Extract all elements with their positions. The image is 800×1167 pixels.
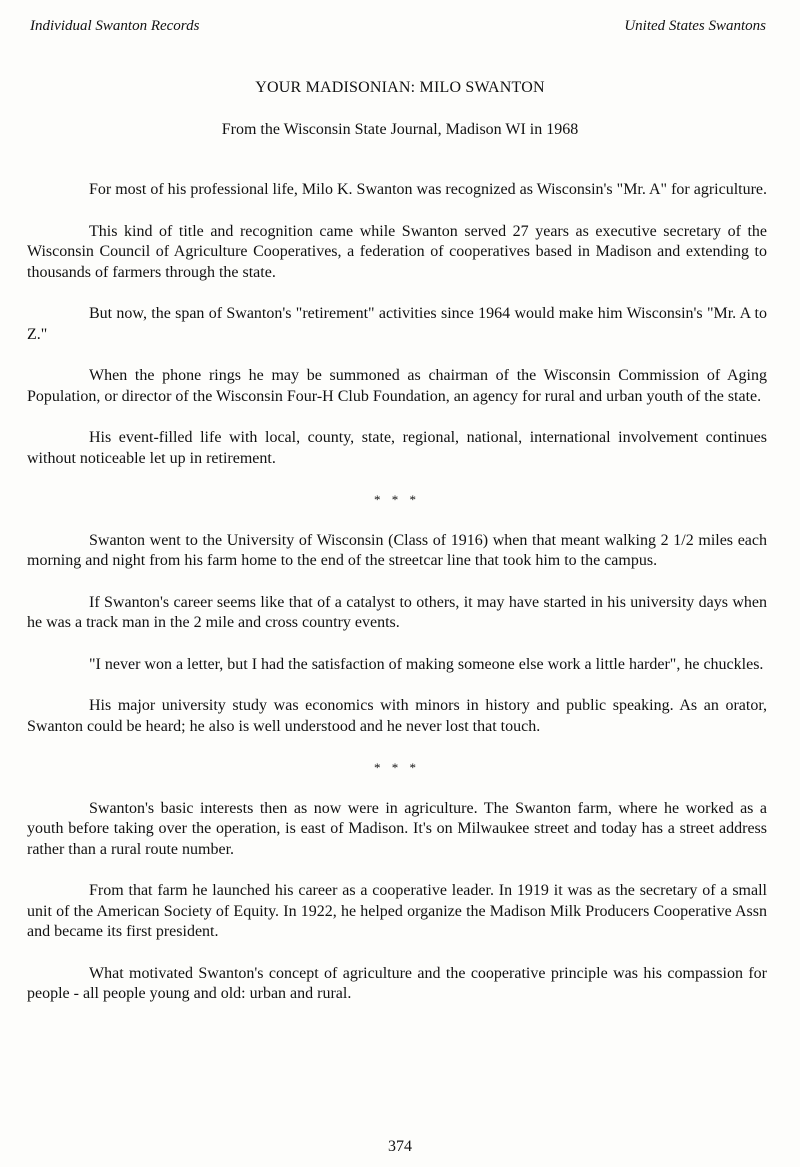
article-subtitle: From the Wisconsin State Journal, Madison WI in 1968: [221, 121, 579, 138]
paragraph: This kind of title and recognition came while Swanton served 27 years as executive secretary of the Wisconsin Council of Agriculture Cooperatives, a federation of cooperatives based in Madison and extending to thousands of farmers through the state.: [27, 222, 767, 281]
paragraph: From that farm he launched his career as a cooperative leader. In 1919 it was as the secretary of a small unit of the American Society of Equity. In 1922, he helped organize the Madison Milk Producers Cooperative Assn and became its first president.: [27, 882, 767, 940]
paragraph: His major university study was economics with minors in history and public speaking. As an orator, Swanton could be heard; he also is well understood and he never lost that touch.: [27, 697, 767, 735]
section-separator: * * *: [374, 760, 420, 775]
paragraph: Swanton went to the University of Wisconsin (Class of 1916) when that meant walking 2 1/2 miles each morning and night from his farm home to the end of the streetcar line that took him to the campus.: [27, 531, 767, 569]
page-number: 374: [388, 1138, 412, 1155]
header-right-text: United States Swantons: [624, 18, 766, 34]
paragraph: When the phone rings he may be summoned as chairman of the Wisconsin Commission of Aging Population, or director of the Wisconsin Four-H Club Foundation, an agency for rural and urban youth of the state.: [27, 367, 767, 405]
paragraph: For most of his professional life, Milo K. Swanton was recognized as Wisconsin's "Mr. A" for agriculture.: [89, 181, 768, 198]
paragraph: What motivated Swanton's concept of agriculture and the cooperative principle was his compassion for people - all people young and old: urban and rural.: [27, 964, 767, 1002]
paragraph: If Swanton's career seems like that of a catalyst to others, it may have started in his university days when he was a track man in the 2 mile and cross country events.: [27, 593, 767, 631]
paragraph: Swanton's basic interests then as now were in agriculture. The Swanton farm, where he worked as a youth before taking over the operation, is east of Madison. It's on Milwaukee street and today has a street address rather than a rural route number.: [27, 799, 767, 858]
paragraph: "I never won a letter, but I had the satisfaction of making someone else work a little harder", he chuckles.: [89, 655, 764, 673]
article-body: [27, 180, 767, 1026]
article-title: YOUR MADISONIAN: MILO SWANTON: [255, 79, 545, 96]
header-left-text: Individual Swanton Records: [30, 18, 200, 34]
paragraph: His event-filled life with local, county, state, regional, national, international involvement continues without noticeable let up in retirement.: [27, 429, 767, 467]
section-separator: * * *: [374, 492, 420, 507]
paragraph: But now, the span of Swanton's "retirement" activities since 1964 would make him Wisconsin's "Mr. A to Z.": [27, 305, 767, 343]
running-header: [30, 18, 766, 38]
